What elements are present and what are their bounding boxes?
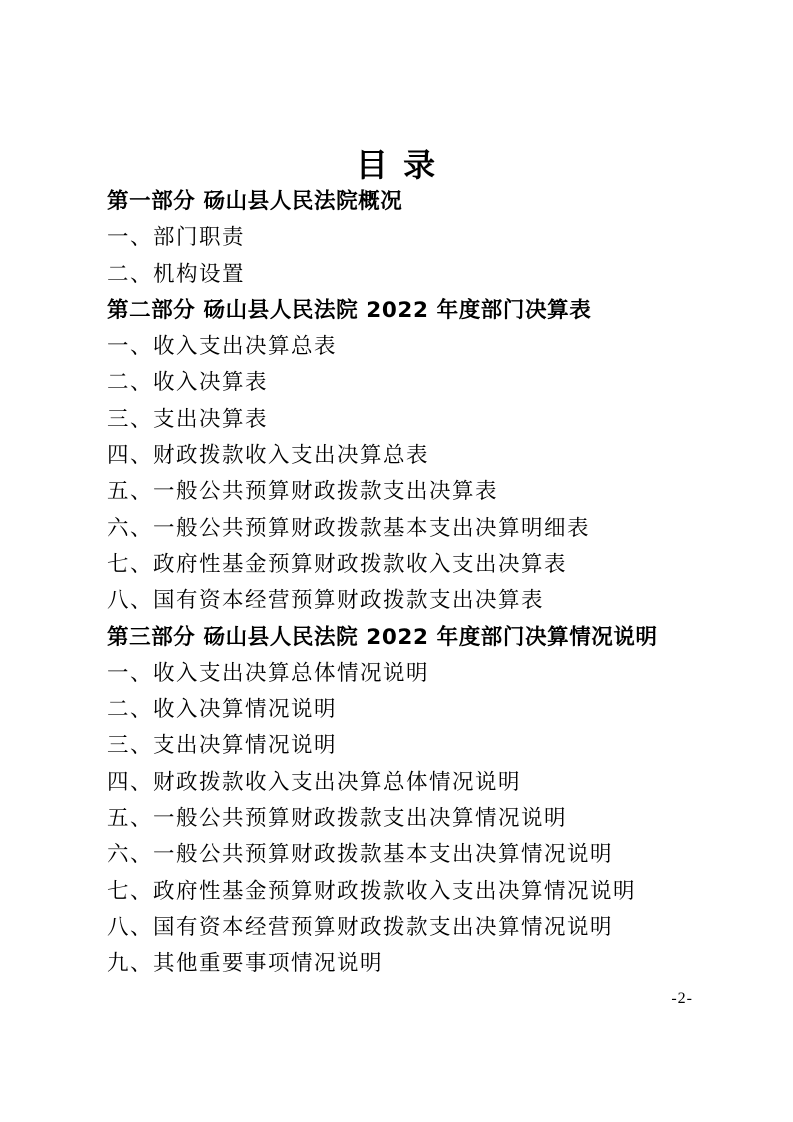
toc-item: 一、收入支出决算总体情况说明 xyxy=(107,660,430,686)
toc-item: 九、其他重要事项情况说明 xyxy=(107,951,384,977)
page-number: -2- xyxy=(671,990,693,1007)
toc-item: 八、国有资本经营预算财政拨款支出决算表 xyxy=(107,588,545,614)
toc-item: 四、财政拨款收入支出决算总体情况说明 xyxy=(107,769,522,795)
toc-item: 七、政府性基金预算财政拨款收入支出决算情况说明 xyxy=(107,878,637,904)
toc-item: 三、支出决算表 xyxy=(107,406,269,432)
toc-item: 二、收入决算情况说明 xyxy=(107,697,338,723)
toc-item: 七、政府性基金预算财政拨款收入支出决算表 xyxy=(107,551,568,577)
toc-item: 八、国有资本经营预算财政拨款支出决算情况说明 xyxy=(107,914,614,940)
toc-section-heading: 第三部分 砀山县人民法院 2022 年度部门决算情况说明 xyxy=(107,624,658,650)
toc-item: 五、一般公共预算财政拨款支出决算表 xyxy=(107,479,499,505)
toc-item: 六、一般公共预算财政拨款基本支出决算明细表 xyxy=(107,515,591,541)
toc-item: 二、收入决算表 xyxy=(107,370,269,396)
toc-item: 五、一般公共预算财政拨款支出决算情况说明 xyxy=(107,806,568,832)
toc-item: 四、财政拨款收入支出决算总表 xyxy=(107,443,430,469)
table-of-contents xyxy=(107,184,727,983)
toc-item: 二、机构设置 xyxy=(107,261,246,287)
page-title: 目 录 xyxy=(355,146,438,184)
toc-item: 一、部门职责 xyxy=(107,225,246,251)
toc-item: 一、收入支出决算总表 xyxy=(107,334,338,360)
toc-section-heading: 第二部分 砀山县人民法院 2022 年度部门决算表 xyxy=(107,297,592,323)
toc-item: 三、支出决算情况说明 xyxy=(107,733,338,759)
toc-section-heading: 第一部分 砀山县人民法院概况 xyxy=(107,189,403,214)
toc-item: 六、一般公共预算财政拨款基本支出决算情况说明 xyxy=(107,842,614,868)
